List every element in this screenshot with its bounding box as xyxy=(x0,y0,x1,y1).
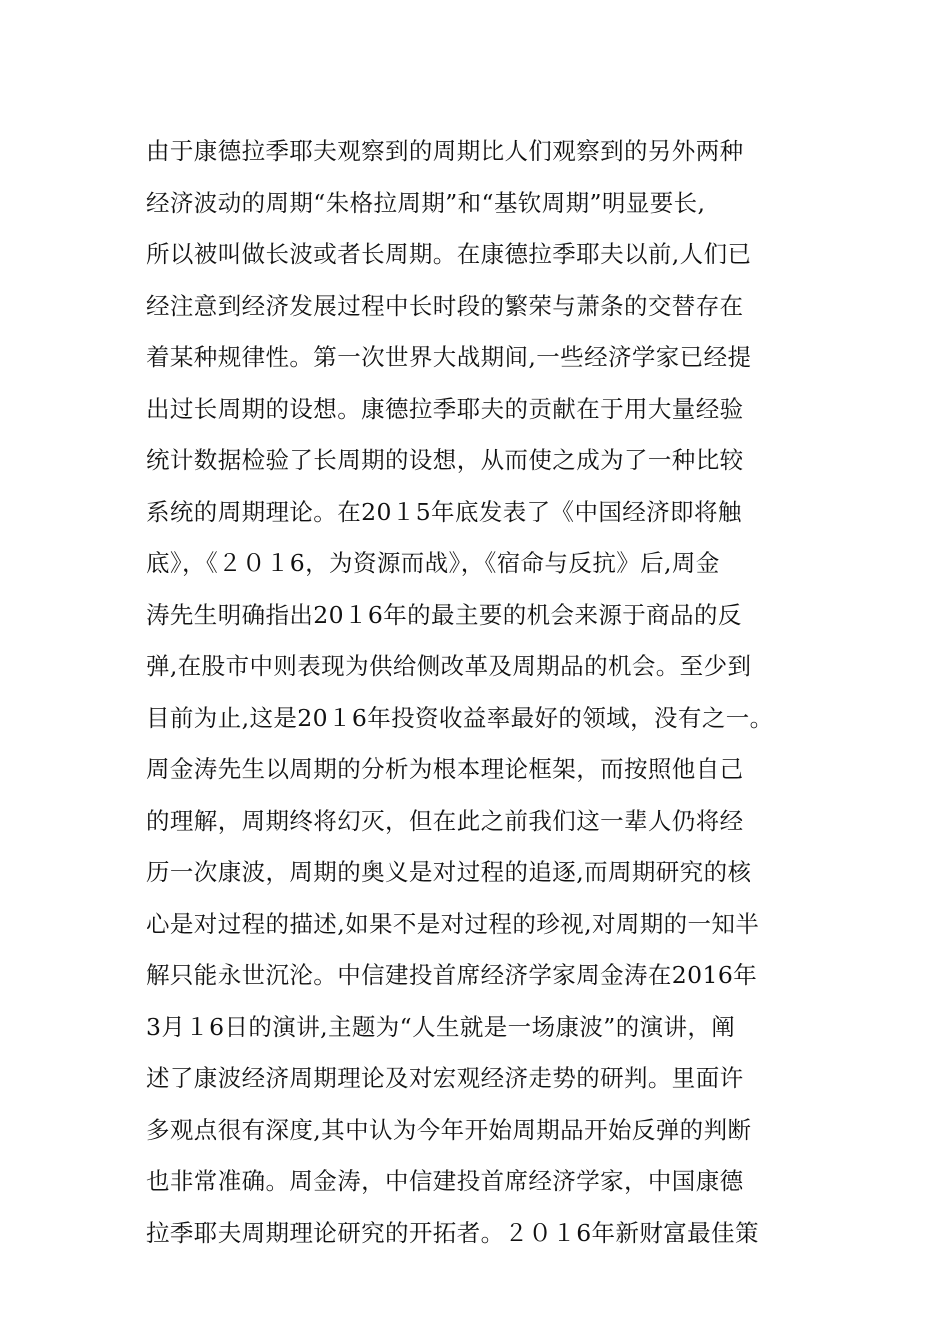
text-line: 多观点很有深度,其中认为今年开始周期品开始反弹的判断 xyxy=(146,1115,752,1144)
text-line: 述了康波经济周期理论及对宏观经济走势的研判。里面许 xyxy=(146,1064,744,1092)
text-line: 底》，《２０１6，为资源而战》，《宿命与反抗》后,周金 xyxy=(146,549,720,577)
text-line: 所以被叫做长波或者长周期。在康德拉季耶夫以前,人们已 xyxy=(146,240,752,268)
text-line: 弹,在股市中则表现为供给侧改革及周期品的机会。至少到 xyxy=(146,652,752,680)
text-line: 由于康德拉季耶夫观察到的周期比人们观察到的另外两种 xyxy=(146,137,744,165)
body-text xyxy=(146,130,826,1263)
text-line: 经济波动的周期“朱格拉周期”和“基钦周期”明显要长, xyxy=(146,188,706,217)
text-line: 统计数据检验了长周期的设想，从而使之成为了一种比较 xyxy=(146,446,744,474)
text-line: 涛先生明确指出20１6年的最主要的机会来源于商品的反 xyxy=(146,600,742,629)
text-line: 历一次康波，周期的奥义是对过程的追逐,而周期研究的核 xyxy=(146,858,752,886)
text-line: 目前为止,这是20１6年投资收益率最好的领域，没有之一。 xyxy=(146,703,774,732)
text-line: 着某种规律性。第一次世界大战期间,一些经济学家已经提 xyxy=(146,343,752,371)
text-line: 解只能永世沉沦。中信建投首席经济学家周金涛在2016年 xyxy=(146,961,758,989)
text-line: 拉季耶夫周期理论研究的开拓者。２０１6年新财富最佳策 xyxy=(146,1218,759,1247)
text-line: 3月１6日的演讲,主题为“人生就是一场康波”的演讲，阐 xyxy=(146,1012,736,1041)
text-line: 经注意到经济发展过程中长时段的繁荣与萧条的交替存在 xyxy=(146,291,744,320)
text-line: 心是对过程的描述,如果不是对过程的珍视,对周期的一知半 xyxy=(146,909,760,938)
text-line: 出过长周期的设想。康德拉季耶夫的贡献在于用大量经验 xyxy=(146,394,744,423)
text-line: 周金涛先生以周期的分析为根本理论框架，而按照他自己 xyxy=(146,755,744,783)
text-line: 系统的周期理论。在20１5年底发表了《中国经济即将触 xyxy=(146,497,742,526)
text-line: 的理解，周期终将幻灭，但在此之前我们这一辈人仍将经 xyxy=(146,806,744,835)
text-line: 也非常准确。周金涛，中信建投首席经济学家，中国康德 xyxy=(146,1167,744,1195)
